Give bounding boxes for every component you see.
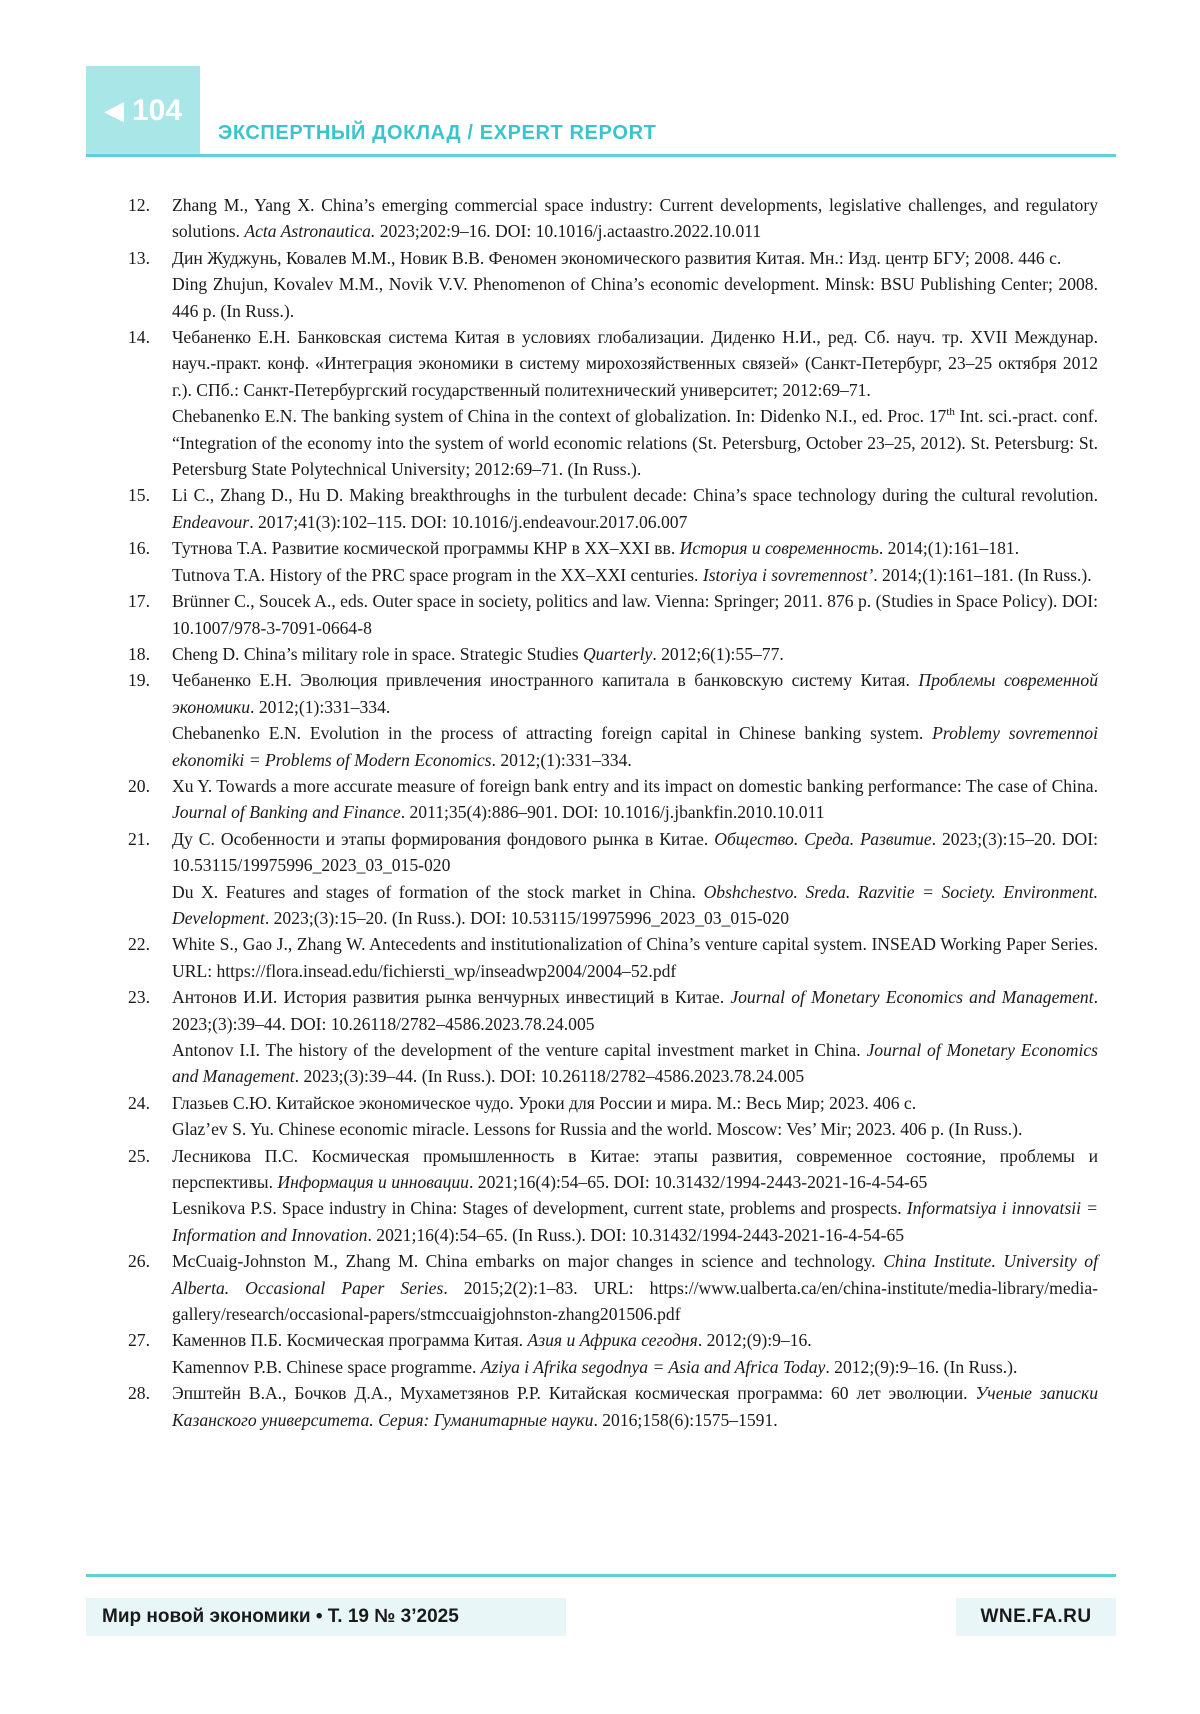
reference-translation	[172, 403, 1098, 482]
reference-source-title: Общество. Среда. Развитие	[714, 828, 932, 849]
reference-segment: . 2016;158(6):1575–1591.	[593, 1409, 778, 1430]
reference-translation	[172, 1116, 1098, 1142]
reference-segment: . 2017;41(3):102–115. DOI: 10.1016/j.endeavour.2017.06.007	[249, 511, 688, 532]
reference-text	[172, 1380, 1098, 1433]
reference-source-title: Aziya i Afrika segodnya = Asia and Africa Today	[480, 1356, 826, 1377]
reference-segment: Чебаненко Е.Н. Банковская система Китая в условиях глобализации. Диденко Н.И., ред. Сб. науч. тр. XVII Междунар. науч.-практ. конф. «Интеграция экономики в систему мирохозяйственных связей» (Санкт-Петербург, 23–25 октября 2012 г.). СПб.: Санкт-Петербургский государственный политехнический университет; 2012:69–71.	[172, 327, 1098, 400]
reference-source-title: Istoriya i sovremennost’	[702, 564, 874, 585]
reference-segment: Ding Zhujun, Kovalev M.M., Novik V.V. Phenomenon of China’s economic development. Minsk: BSU Publishing Center; 2008. 446 p. (In Russ.).	[172, 274, 1098, 321]
reference-text	[172, 984, 1098, 1037]
reference-source-title: Информация и инновации	[277, 1172, 469, 1193]
reference-segment: . 2011;35(4):886–901. DOI: 10.1016/j.jbankfin.2010.10.011	[400, 802, 825, 823]
journal-info: Мир новой экономики • Т. 19 № 3’2025	[86, 1598, 566, 1636]
reference-source-title: Ученые записки Казанского университета. Серия: Гуманитарные науки	[172, 1383, 1098, 1430]
reference-item	[128, 245, 1098, 324]
reference-segment: . 2021;16(4):54–65. (In Russ.). DOI: 10.31432/1994-2443-2021-16-4-54-65	[367, 1224, 905, 1245]
triangle-left-icon: ◀	[103, 96, 124, 126]
reference-text	[172, 324, 1098, 403]
reference-segment: . 2015;2(2):1–83. URL: https://www.ualberta.ca/en/china-institute/media-library/media-gallery/research/occasional-papers/stmccuaigjohnston-zhang201506.pdf	[172, 1277, 1099, 1325]
reference-item	[128, 535, 1098, 588]
reference-number: 12.	[128, 195, 150, 215]
reference-item	[128, 826, 1098, 932]
reference-text	[172, 1143, 1098, 1196]
reference-text	[172, 535, 1098, 561]
reference-segment: Дин Жуджунь, Ковалев М.М., Новик В.В. Феномен экономического развития Китая. Мн.: Изд. центр БГУ; 2008. 446 с.	[172, 247, 1062, 268]
reference-segment: . 2023;(3):39–44. DOI: 10.26118/2782–4586.2023.78.24.005	[172, 987, 1098, 1034]
reference-text	[172, 588, 1098, 641]
reference-item	[128, 773, 1098, 826]
reference-number: 18.	[128, 643, 150, 664]
reference-number: 26.	[128, 1251, 150, 1272]
reference-text	[172, 192, 1098, 245]
reference-text	[172, 826, 1098, 879]
reference-number: 20.	[128, 775, 150, 796]
reference-segment: . 2012;(9):9–16. (In Russ.).	[825, 1356, 1018, 1377]
header-divider	[86, 154, 1116, 157]
reference-source-title: Problemy sovremennoi ekonomiki = Problems of Modern Economics	[172, 723, 1098, 770]
reference-text	[172, 245, 1098, 271]
reference-source-title: Journal of Monetary Economics and Management	[730, 987, 1094, 1008]
reference-text	[172, 773, 1098, 826]
reference-segment: th	[946, 406, 955, 419]
reference-source-title: Quarterly	[582, 643, 653, 664]
reference-segment: Эпштейн В.А., Бочков Д.А., Мухаметзянов Р.Р. Китайская космическая программа: 60 лет эволюции.	[172, 1383, 976, 1404]
reference-text	[172, 1248, 1098, 1327]
reference-number: 24.	[128, 1092, 150, 1113]
reference-segment: . 2012;6(1):55–77.	[652, 643, 784, 664]
reference-number: 15.	[128, 485, 150, 506]
reference-segment: Тутнова Т.А. Развитие космической программы КНР в XX–XXI вв.	[172, 538, 680, 559]
reference-item	[128, 931, 1098, 984]
reference-translation	[172, 562, 1098, 588]
reference-item	[128, 667, 1098, 773]
reference-segment: . 2021;16(4):54–65. DOI: 10.31432/1994-2443-2021-16-4-54-65	[468, 1172, 928, 1193]
reference-translation	[172, 1037, 1098, 1090]
reference-segment: Chebanenko E.N. The banking system of China in the context of globalization. In: Didenko N.I., ed. Proc. 17	[172, 406, 947, 427]
page-number: 104	[131, 94, 183, 127]
reference-item	[128, 1248, 1098, 1327]
section-title: ЭКСПЕРТНЫЙ ДОКЛАД / EXPERT REPORT	[218, 122, 657, 144]
reference-number: 23.	[128, 987, 150, 1008]
reference-segment: Brünner C., Soucek A., eds. Outer space in society, politics and law. Vienna: Springer; 2011. 876 p. (Studies in Space Policy). DOI: 10.1007/978-3-7091-0664-8	[172, 591, 1098, 638]
reference-number: 22.	[128, 934, 150, 955]
reference-segment: . 2014;(1):161–181. (In Russ.).	[873, 564, 1092, 585]
reference-item	[128, 482, 1098, 535]
reference-text	[172, 641, 1098, 667]
reference-segment: Lesnikova P.S. Space industry in China: Stages of development, current state, problems and prospects.	[172, 1198, 907, 1219]
reference-segment: Лесникова П.С. Космическая промышленность в Китае: этапы развития, современное состояние, проблемы и перспективы.	[172, 1145, 1098, 1193]
reference-number: 16.	[128, 538, 150, 559]
reference-segment: . 2014;(1):161–181.	[878, 538, 1020, 559]
reference-item	[128, 192, 1098, 245]
reference-source-title: Obshchestvo. Sreda. Razvitie = Society. Environment. Development	[172, 881, 1098, 928]
reference-source-title: Проблемы современной экономики	[172, 670, 1098, 717]
reference-translation	[172, 1195, 1098, 1248]
reference-source-title: Informatsiya i innovatsii = Information and Innovation	[172, 1198, 1098, 1245]
reference-segment: Глазьев С.Ю. Китайское экономическое чудо. Уроки для России и мира. М.: Весь Мир; 2023. 406 с.	[172, 1092, 917, 1113]
reference-segment: Zhang M., Yang X. China’s emerging commercial space industry: Current developments, legislative challenges, and regulatory solutions.	[172, 195, 1098, 242]
reference-source-title: China Institute. University of Alberta. Occasional Paper Series	[172, 1251, 1098, 1298]
reference-number: 25.	[128, 1145, 150, 1166]
reference-translation	[172, 720, 1098, 773]
reference-segment: McCuaig-Johnston M., Zhang M. China embarks on major changes in science and technology.	[172, 1251, 884, 1272]
reference-text	[172, 667, 1098, 720]
reference-segment: . 2012;(1):331–334.	[250, 696, 391, 717]
reference-number: 19.	[128, 670, 150, 691]
reference-segment: . 2012;(9):9–16.	[697, 1330, 812, 1351]
reference-segment: White S., Gao J., Zhang W. Antecedents and institutionalization of China’s venture capital system. INSEAD Working Paper Series. URL: https://flora.insead.edu/fichiersti_wp/inseadwp2004/2004–52.pdf	[172, 934, 1098, 981]
reference-segment: Cheng D. China’s military role in space. Strategic Studies	[172, 643, 583, 664]
reference-translation	[172, 1354, 1098, 1380]
reference-segment: . 2012;(1):331–334.	[491, 749, 632, 770]
reference-segment: Антонов И.И. История развития рынка венчурных инвестиций в Китае.	[172, 987, 731, 1008]
reference-segment: . 2023;(3):15–20. (In Russ.). DOI: 10.53115/19975996_2023_03_015-020	[264, 907, 790, 928]
reference-source-title: Acta Astronautica.	[244, 221, 376, 242]
reference-source-title: Journal of Monetary Economics and Management	[172, 1040, 1098, 1087]
reference-list	[128, 192, 1098, 1433]
reference-number: 17.	[128, 591, 150, 612]
reference-item	[128, 1143, 1098, 1249]
reference-segment: Ду С. Особенности и этапы формирования фондового рынка в Китае.	[172, 828, 715, 849]
reference-segment: Li C., Zhang D., Hu D. Making breakthroughs in the turbulent decade: China’s space technology during the cultural revolution.	[172, 485, 1098, 506]
reference-item	[128, 984, 1098, 1090]
footer-divider	[86, 1574, 1116, 1577]
reference-segment: 2023;202:9–16. DOI: 10.1016/j.actaastro.2022.10.011	[375, 221, 762, 242]
reference-source-title: Азия и Африка сегодня	[527, 1330, 698, 1351]
reference-number: 28.	[128, 1383, 150, 1404]
reference-item	[128, 641, 1098, 667]
reference-item	[128, 588, 1098, 641]
reference-number: 14.	[128, 327, 150, 348]
reference-source-title: Journal of Banking and Finance	[172, 802, 401, 823]
reference-source-title: Endeavour	[172, 511, 250, 532]
reference-translation	[172, 271, 1098, 324]
reference-number: 21.	[128, 828, 150, 849]
reference-segment: Glaz’ev S. Yu. Chinese economic miracle. Lessons for Russia and the world. Moscow: Ves’ Mir; 2023. 406 p. (In Russ.).	[172, 1119, 1023, 1140]
reference-text	[172, 482, 1098, 535]
page-number-tab	[86, 66, 200, 156]
reference-item	[128, 1380, 1098, 1433]
journal-website: WNE.FA.RU	[956, 1598, 1116, 1636]
reference-segment: Xu Y. Towards a more accurate measure of foreign bank entry and its impact on domestic banking performance: The case of China.	[172, 775, 1098, 796]
reference-segment: . 2023;(3):15–20. DOI: 10.53115/19975996_2023_03_015-020	[172, 828, 1099, 876]
reference-segment: Каменнов П.Б. Космическая программа Китая.	[172, 1330, 528, 1351]
reference-translation	[172, 879, 1098, 932]
reference-segment: Int. sci.-pract. conf. “Integration of the economy into the system of world economic relations (St. Petersburg, October 23–25, 2012). St. Petersburg: St. Petersburg State Polytechnical University; 2012:69–71. (In Russ.).	[172, 406, 1098, 480]
reference-segment: Чебаненко Е.Н. Эволюция привлечения иностранного капитала в банковскую систему Китая.	[172, 670, 919, 691]
reference-segment: Antonov I.I. The history of the development of the venture capital investment market in China.	[172, 1040, 867, 1060]
reference-segment: Kamennov P.B. Chinese space programme.	[172, 1356, 481, 1377]
reference-number: 13.	[128, 247, 150, 268]
reference-source-title: История и современность	[679, 538, 879, 559]
reference-segment: Chebanenko E.N. Evolution in the process of attracting foreign capital in Chinese banking system.	[172, 723, 933, 744]
reference-segment: Tutnova T.A. History of the PRC space program in the XX–XXI centuries.	[172, 564, 703, 585]
reference-number: 27.	[128, 1330, 150, 1351]
reference-segment: . 2023;(3):39–44. (In Russ.). DOI: 10.26118/2782–4586.2023.78.24.005	[294, 1066, 805, 1087]
reference-item	[128, 1090, 1098, 1143]
reference-item	[128, 324, 1098, 482]
reference-text	[172, 1090, 1098, 1116]
reference-item	[128, 1327, 1098, 1380]
reference-text	[172, 931, 1098, 984]
reference-text	[172, 1327, 1098, 1353]
reference-segment: Du X. Features and stages of formation of the stock market in China.	[172, 881, 704, 902]
